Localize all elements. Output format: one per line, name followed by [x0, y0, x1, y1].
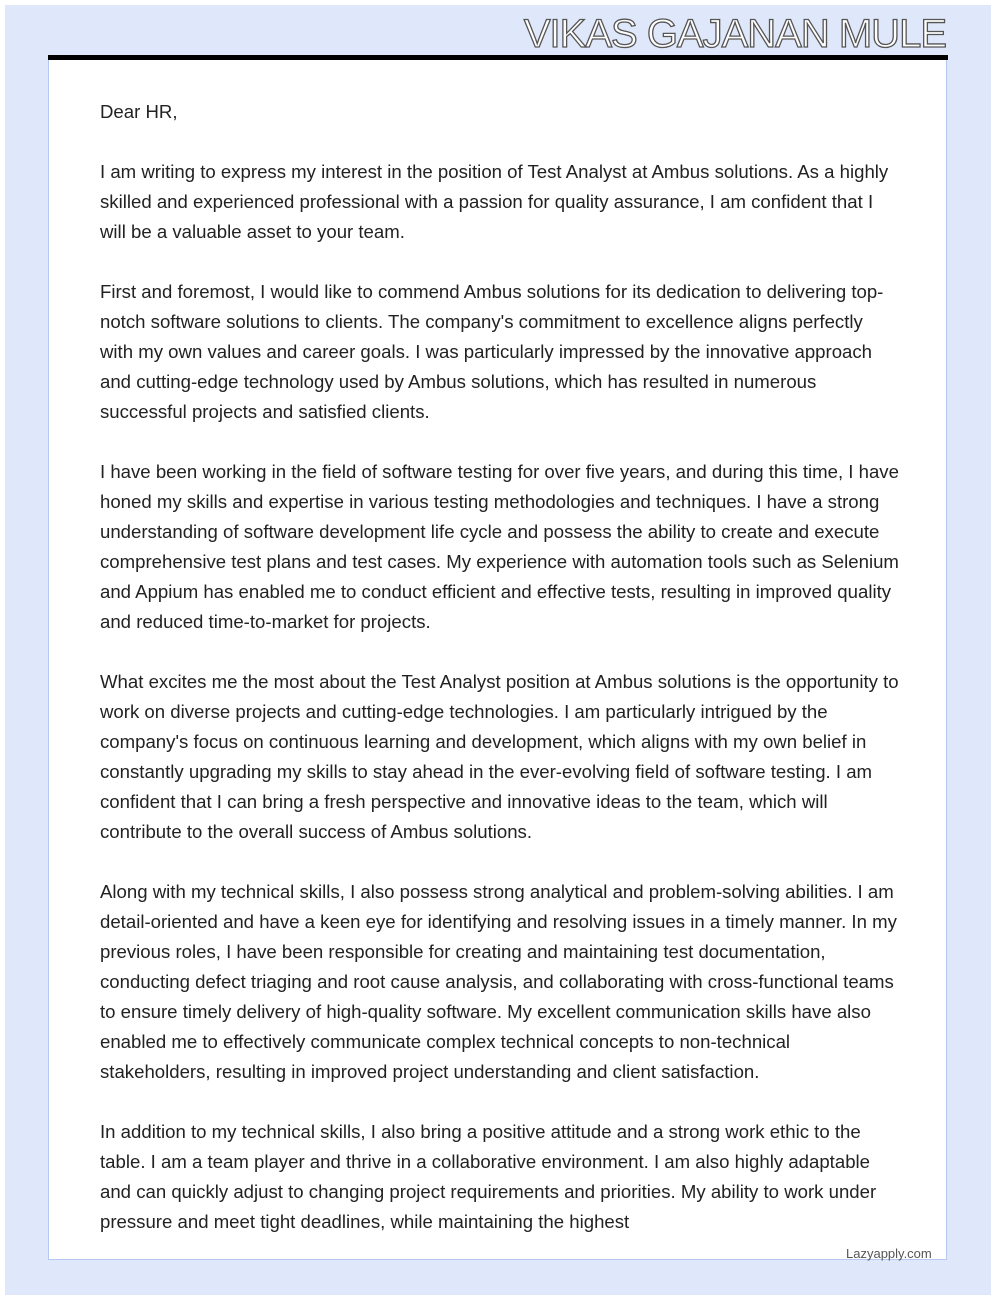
letter-body	[100, 97, 900, 1267]
watermark: Lazyapply.com	[846, 1246, 932, 1261]
greeting: Dear HR,	[100, 101, 178, 122]
paragraph: First and foremost, I would like to commend Ambus solutions for its dedication to delivering top-notch software solutions to clients. The company's commitment to excellence aligns perfectly with my own values and career goals. I was particularly impressed by the innovative approach and cutting-edge technology used by Ambus solutions, which has resulted in numerous successful projects and satisfied clients.	[100, 281, 884, 422]
paragraph: I have been working in the field of software testing for over five years, and during this time, I have honed my skills and expertise in various testing methodologies and techniques. I have a strong understanding of software development life cycle and possess the ability to create and execute comprehensive test plans and test cases. My experience with automation tools such as Selenium and Appium has enabled me to conduct efficient and effective tests, resulting in improved quality and reduced time-to-market for projects.	[100, 461, 899, 632]
paragraph: In addition to my technical skills, I also bring a positive attitude and a strong work ethic to the table. I am a team player and thrive in a collaborative environment. I am also highly adaptable and can quickly adjust to changing project requirements and priorities. My ability to work under pressure and meet tight deadlines, while maintaining the highest	[100, 1121, 877, 1232]
paragraph: I am writing to express my interest in the position of Test Analyst at Ambus solutions. As a highly skilled and experienced professional with a passion for quality assurance, I am confident that I will be a valuable asset to your team.	[100, 161, 889, 242]
applicant-name: VIKAS GAJANAN MULE	[523, 12, 946, 56]
paragraph: What excites me the most about the Test Analyst position at Ambus solutions is the opportunity to work on diverse projects and cutting-edge technologies. I am particularly intrigued by the company's focus on continuous learning and development, which aligns with my own belief in constantly upgrading my skills to stay ahead in the ever-evolving field of software testing. I am confident that I can bring a fresh perspective and innovative ideas to the team, which will contribute to the overall success of Ambus solutions.	[100, 671, 899, 842]
paragraph: Along with my technical skills, I also possess strong analytical and problem-solving abilities. I am detail-oriented and have a keen eye for identifying and resolving issues in a timely manner. In my previous roles, I have been responsible for creating and maintaining test documentation, conducting defect triaging and root cause analysis, and collaborating with cross-functional teams to ensure timely delivery of high-quality software. My excellent communication skills have also enabled me to effectively communicate complex technical concepts to non-technical stakeholders, resulting in improved project understanding and client satisfaction.	[100, 881, 897, 1082]
